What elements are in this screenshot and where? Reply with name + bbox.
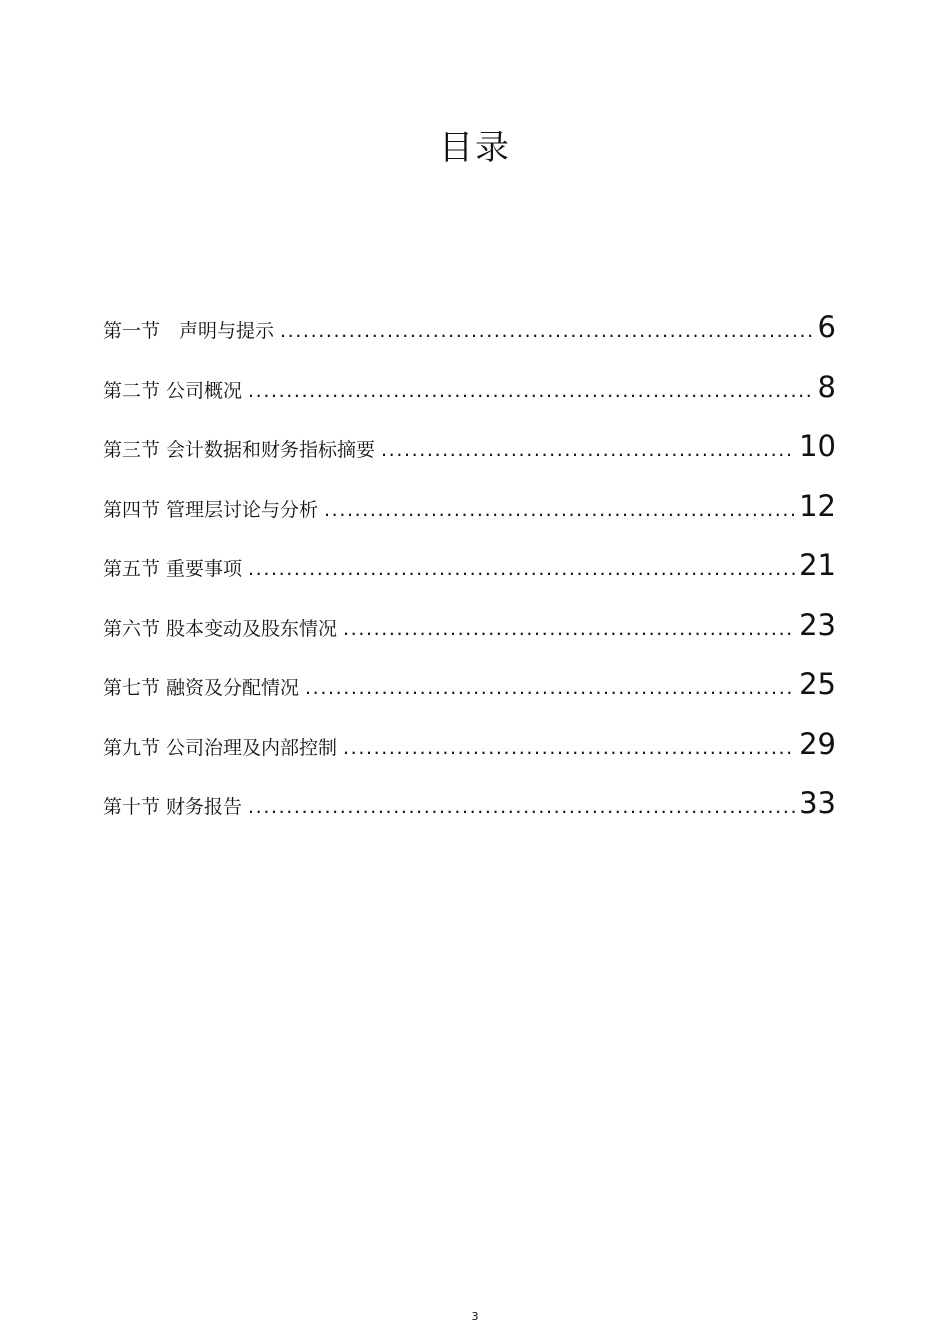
toc-entry-title: 第一节 声明与提示 [103, 320, 275, 342]
toc-entry-page: 33 [799, 786, 836, 820]
toc-entry[interactable] [103, 310, 836, 370]
toc-dot-leader [381, 439, 795, 461]
toc-entry-title: 第二节 公司概况 [103, 379, 243, 402]
toc-entry-title: 第十节 财务报告 [103, 796, 243, 818]
toc-dot-leader [248, 796, 795, 818]
toc-entry-title: 第三节 会计数据和财务指标摘要 [103, 439, 376, 461]
toc-entry-title: 第四节 管理层讨论与分析 [103, 498, 319, 521]
toc-entry[interactable] [103, 786, 836, 846]
toc-entry-page: 25 [799, 667, 836, 701]
toc-entry-title: 第六节 股本变动及股东情况 [103, 617, 338, 640]
toc-entry-page: 8 [817, 369, 836, 404]
toc-entry-title: 第九节 公司治理及内部控制 [103, 736, 338, 759]
toc-entry[interactable] [103, 548, 836, 608]
table-of-contents [103, 310, 836, 846]
toc-entry[interactable] [103, 489, 836, 549]
toc-entry-page: 23 [799, 607, 836, 642]
toc-entry-page: 29 [799, 726, 836, 761]
toc-dot-leader [248, 558, 795, 580]
page-number: 3 [471, 1310, 479, 1323]
toc-entry[interactable] [103, 429, 836, 489]
toc-entry-page: 10 [799, 429, 836, 463]
page-title: 目录 [439, 128, 511, 168]
toc-dot-leader [280, 320, 814, 342]
toc-entry[interactable] [103, 608, 836, 668]
toc-entry[interactable] [103, 727, 836, 787]
toc-dot-leader [343, 737, 795, 759]
toc-entry[interactable] [103, 370, 836, 430]
toc-entry[interactable] [103, 667, 836, 727]
toc-dot-leader [248, 380, 814, 402]
toc-entry-title: 第七节 融资及分配情况 [103, 677, 300, 699]
toc-dot-leader [305, 677, 795, 699]
toc-entry-title: 第五节 重要事项 [103, 558, 243, 580]
toc-entry-page: 6 [817, 310, 836, 344]
toc-dot-leader [343, 618, 795, 640]
toc-entry-page: 21 [799, 548, 836, 582]
toc-dot-leader [324, 499, 795, 521]
toc-entry-page: 12 [799, 488, 836, 523]
